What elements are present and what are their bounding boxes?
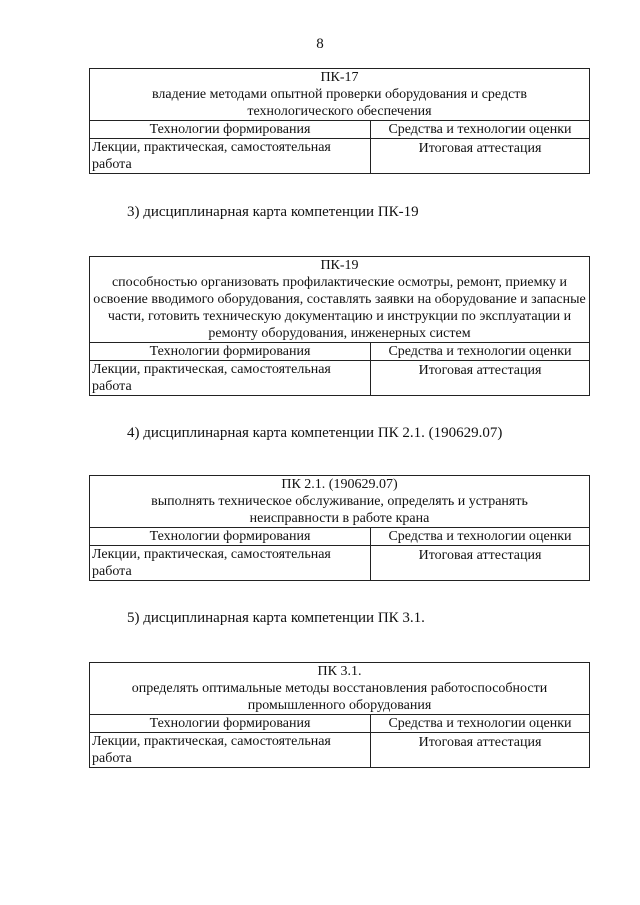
table-row <box>90 361 589 395</box>
column-header-assessment: Средства и технологии оценки <box>388 344 572 359</box>
competency-card-pk3-1 <box>89 662 590 768</box>
competency-description: владение методами опытной проверки оборудования и средств технологического обеспечения <box>151 87 528 119</box>
section-title: 5) дисциплинарная карта компетенции ПК 3.1. <box>127 610 425 626</box>
column-header-technologies: Технологии формирования <box>90 343 371 360</box>
table-row <box>90 546 589 580</box>
assessment-cell: Итоговая аттестация <box>418 141 542 156</box>
assessment-cell: Итоговая аттестация <box>418 735 542 750</box>
column-header-technologies: Технологии формирования <box>90 528 371 545</box>
page-number: 8 <box>316 36 324 52</box>
competency-description: выполнять техническое обслуживание, определять и устранять неисправности в работе крана <box>151 494 528 526</box>
competency-description: способностью организовать профилактические осмотры, ремонт, приемку и освоение вводимого оборудования, составлять заявки на оборудование и запасные части, готовить техническую документацию и инструкции по эксплуатации и ремонту оборудования, инженерных систем <box>93 275 586 341</box>
technologies-cell: Лекции, практическая, самостоятельная работа <box>90 361 371 395</box>
table-row <box>90 139 589 173</box>
competency-card-pk19 <box>89 256 590 396</box>
competency-code: ПК 3.1. <box>317 664 362 679</box>
competency-code: ПК-19 <box>320 258 359 273</box>
table-header-row <box>90 343 589 361</box>
table-header-row <box>90 121 589 139</box>
competency-description: определять оптимальные методы восстановления работоспособности промышленного оборудования <box>131 681 548 713</box>
column-header-assessment: Средства и технологии оценки <box>388 529 572 544</box>
column-header-assessment: Средства и технологии оценки <box>388 716 572 731</box>
column-header-technologies: Технологии формирования <box>90 715 371 732</box>
card-header <box>90 257 589 343</box>
assessment-cell: Итоговая аттестация <box>418 548 542 563</box>
assessment-cell: Итоговая аттестация <box>418 363 542 378</box>
section-title: 3) дисциплинарная карта компетенции ПК-19 <box>127 204 419 220</box>
technologies-cell: Лекции, практическая, самостоятельная работа <box>90 139 371 173</box>
card-header <box>90 663 589 715</box>
column-header-assessment: Средства и технологии оценки <box>388 122 572 137</box>
competency-code: ПК 2.1. (190629.07) <box>281 477 398 492</box>
technologies-cell: Лекции, практическая, самостоятельная работа <box>90 733 371 767</box>
competency-card-pk17 <box>89 68 590 174</box>
card-header <box>90 69 589 121</box>
table-row <box>90 733 589 767</box>
competency-card-pk2-1 <box>89 475 590 581</box>
competency-code: ПК-17 <box>320 70 359 85</box>
table-header-row <box>90 528 589 546</box>
card-header <box>90 476 589 528</box>
table-header-row <box>90 715 589 733</box>
technologies-cell: Лекции, практическая, самостоятельная работа <box>90 546 371 580</box>
column-header-technologies: Технологии формирования <box>90 121 371 138</box>
section-title: 4) дисциплинарная карта компетенции ПК 2.1. (190629.07) <box>127 425 503 441</box>
